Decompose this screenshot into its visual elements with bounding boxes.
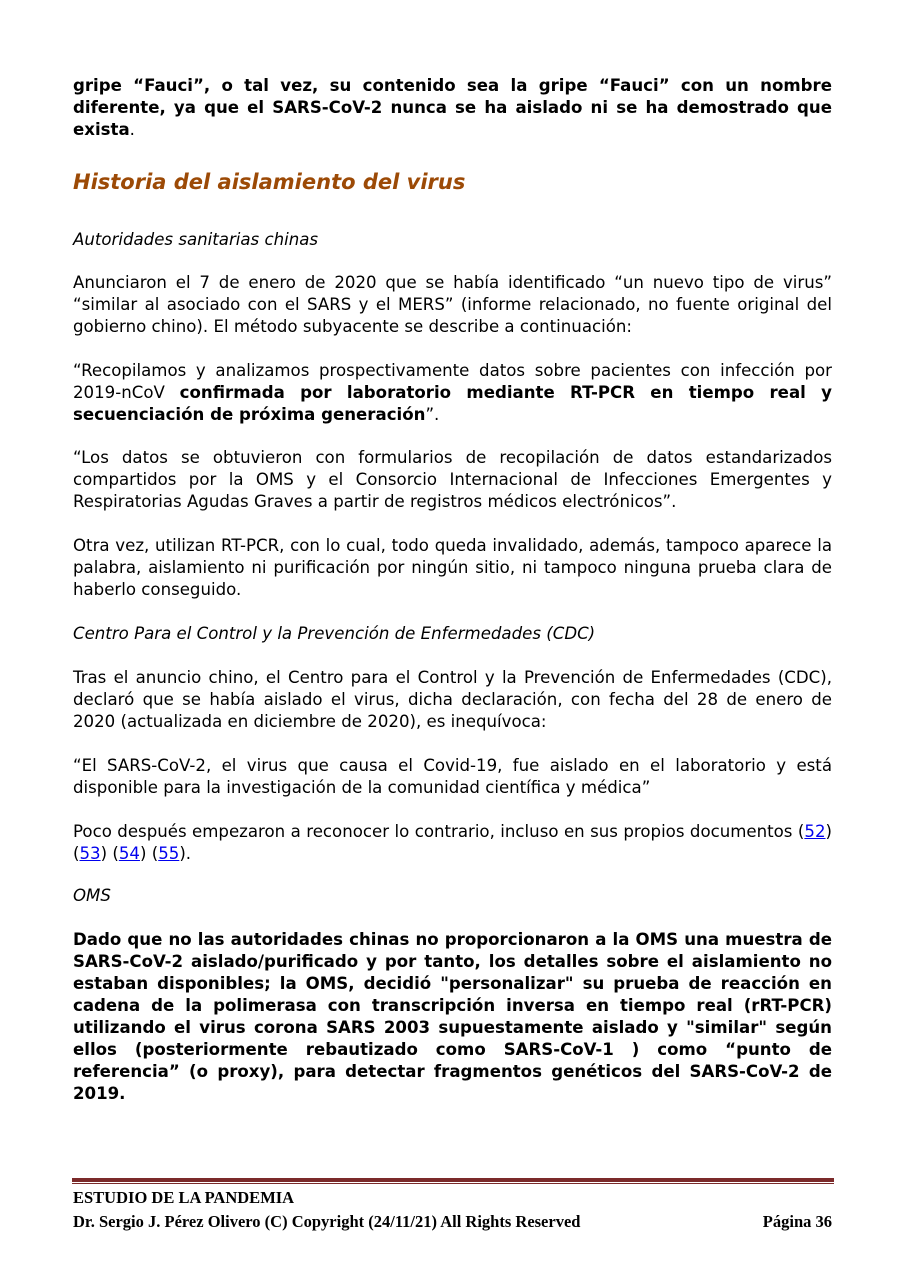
subheading-china: Autoridades sanitarias chinas (73, 230, 319, 249)
page-number: Página 36 (762, 1212, 832, 1231)
text: ). (179, 844, 192, 863)
reference-link-55[interactable]: 55 (158, 844, 180, 863)
bold-text: gripe “Fauci”, o tal vez, su contenido sea la gripe “Fauci” con un nombre diferente, ya que el SARS-CoV-2 nunca se ha aislado ni se ha demostrado que exista (73, 76, 832, 139)
copyright-text: Dr. Sergio J. Pérez Olivero (C) Copyright (24/11/21) All Rights Reserved (73, 1212, 581, 1231)
paragraph-7: Poco después empezaron a reconocer lo contrario, incluso en sus propios documentos (52) (53) (54) (55). (73, 822, 832, 863)
paragraph-3: “Los datos se obtuvieron con formularios de recopilación de datos estandarizados compartidos por la OMS y el Consorcio Internacional de Infecciones Emergentes y Respiratorias Agudas Graves a partir de registros médicos electrónicos”. (73, 448, 832, 511)
paragraph-8: Dado que no las autoridades chinas no proporcionaron a la OMS una muestra de SARS-CoV-2 aislado/purificado y por tanto, los detalles sobre el aislamiento no estaban disponibles; la OMS, decidió "personalizar" su prueba de reacción en cadena de la polimerasa con transcripción inversa en tiempo real (rRT-PCR) utilizando el virus corona SARS 2003 supuestamente aislado y "similar" según ellos (posteriormente rebautizado como SARS-CoV-1 ) como “punto de referencia” (o proxy), para detectar fragmentos genéticos del SARS-CoV-2 de 2019. (73, 930, 832, 1103)
footer-title: ESTUDIO DE LA PANDEMIA (73, 1188, 295, 1207)
paragraph-2 (73, 360, 832, 426)
text: . (129, 120, 135, 139)
paragraph-6: “El SARS-CoV-2, el virus que causa el Covid-19, fue aislado en el laboratorio y está disponible para la investigación de la comunidad científica y médica” (73, 756, 832, 797)
text: “Recopilamos y analizamos prospectivamente datos sobre pacientes con infección por 2019-nCoV (73, 361, 832, 402)
subheading-cdc: Centro Para el Control y la Prevención de Enfermedades (CDC) (73, 624, 596, 643)
text: ”. (425, 405, 440, 424)
paragraph-5: Tras el anuncio chino, el Centro para el Control y la Prevención de Enfermedades (CDC), declaró que se había aislado el virus, dicha declaración, con fecha del 28 de enero de 2020 (actualizada en diciembre de 2020), es inequívoca: (73, 668, 832, 731)
reference-link-53[interactable]: 53 (79, 844, 101, 863)
paragraph-intro (73, 75, 832, 141)
reference-link-52[interactable]: 52 (804, 822, 826, 841)
footer-rule (72, 1178, 834, 1182)
section-heading: Historia del aislamiento del virus (73, 170, 466, 194)
footer-copyright (73, 1210, 832, 1234)
subheading-oms: OMS (73, 886, 111, 905)
paragraph-1: Anunciaron el 7 de enero de 2020 que se había identificado “un nuevo tipo de virus” “similar al asociado con el SARS y el MERS” (informe relacionado, no fuente original del gobierno chino). El método subyacente se describe a continuación: (73, 273, 832, 336)
reference-link-54[interactable]: 54 (118, 844, 140, 863)
paragraph-4: Otra vez, utilizan RT-PCR, con lo cual, todo queda invalidado, además, tampoco aparece la palabra, aislamiento ni purificación por ningún sitio, ni tampoco ninguna prueba clara de haberlo conseguido. (73, 536, 832, 599)
text: Poco después empezaron a reconocer lo contrario, incluso en sus propios documentos ( (73, 822, 805, 841)
footer-rule-thin (72, 1183, 834, 1184)
bold-text: confirmada por laboratorio mediante RT-PCR en tiempo real y secuenciación de próxima generación (73, 383, 832, 424)
